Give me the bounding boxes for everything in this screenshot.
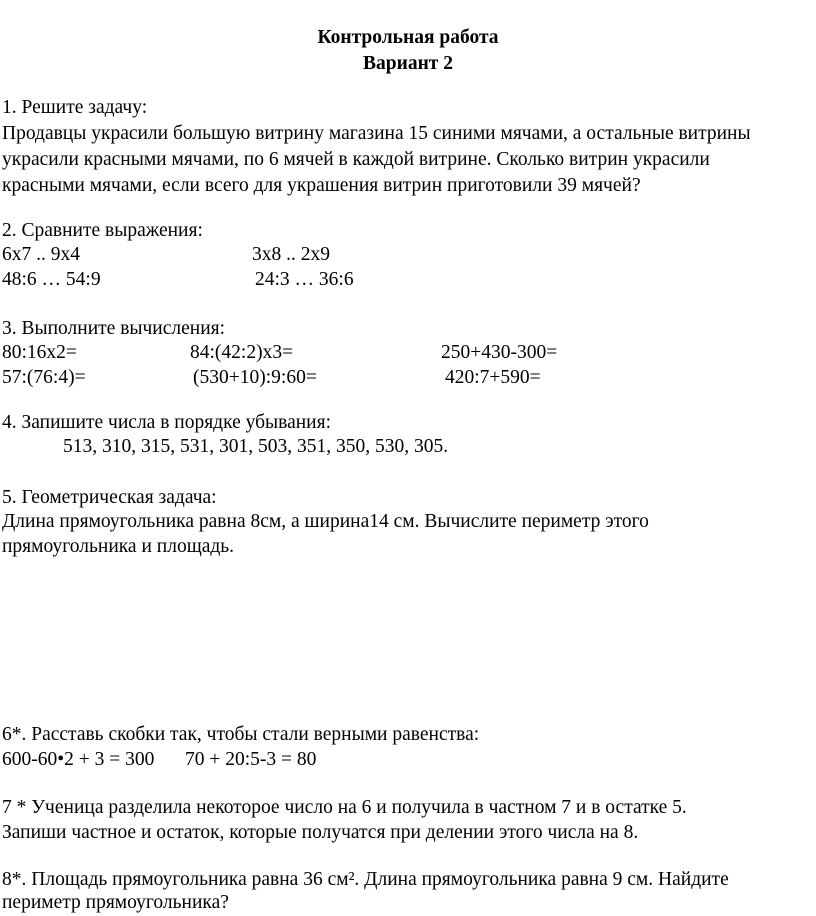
task5-text-line: Длина прямоугольника равна 8см, а ширина14 см. Вычислите периметр этого (2, 511, 649, 532)
task3-expression: 84:(42:2)х3= (190, 342, 294, 363)
task3-expression: 80:16х2= (2, 342, 77, 363)
task6-equation: 600-60•2 + 3 = 300 (2, 749, 155, 770)
task3-heading: 3. Выполните вычисления: (2, 318, 226, 339)
task4-numbers: 513, 310, 315, 531, 301, 503, 351, 350, 530, 305. (63, 436, 449, 457)
task3-expression: 420:7+590= (445, 367, 541, 388)
page-title: Контрольная работа (317, 27, 499, 48)
task8-text-line: периметр прямоугольника? (2, 892, 229, 913)
task3-expression: (530+10):9:60= (193, 367, 317, 388)
task8-text-line: 8*. Площадь прямоугольника равна 36 см². Длина прямоугольника равна 9 см. Найдите (2, 869, 729, 890)
task2-heading: 2. Сравните выражения: (2, 220, 203, 241)
task2-expression: 48:6 … 54:9 (2, 269, 101, 290)
task7-text-line: 7 * Ученица разделила некоторое число на 6 и получила в частном 7 и в остатке 5. (2, 797, 687, 818)
task1-text-line: красными мячами, если всего для украшения витрин приготовили 39 мячей? (2, 175, 641, 196)
variant-label: Вариант 2 (362, 53, 454, 74)
task1-heading: 1. Решите задачу: (2, 97, 148, 118)
task3-expression: 250+430-300= (441, 342, 558, 363)
task6-equation: 70 + 20:5-3 = 80 (185, 749, 317, 770)
task5-text-line: прямоугольника и площадь. (2, 536, 235, 557)
task2-expression: 6х7 .. 9х4 (2, 244, 80, 265)
task4-heading: 4. Запишите числа в порядке убывания: (2, 412, 332, 433)
task5-heading: 5. Геометрическая задача: (2, 487, 217, 508)
task6-heading: 6*. Расставь скобки так, чтобы стали верными равенства: (2, 724, 480, 745)
task1-text-line: украсили красными мячами, по 6 мячей в каждой витрине. Сколько витрин украсили (2, 149, 710, 170)
task1-text-line: Продавцы украсили большую витрину магазина 15 синими мячами, а остальные витрины (2, 123, 751, 144)
task2-expression: 3х8 .. 2х9 (252, 244, 330, 265)
task2-expression: 24:3 … 36:6 (255, 269, 354, 290)
task7-text-line: Запиши частное и остаток, которые получатся при делении этого числа на 8. (2, 822, 639, 843)
task3-expression: 57:(76:4)= (2, 367, 86, 388)
